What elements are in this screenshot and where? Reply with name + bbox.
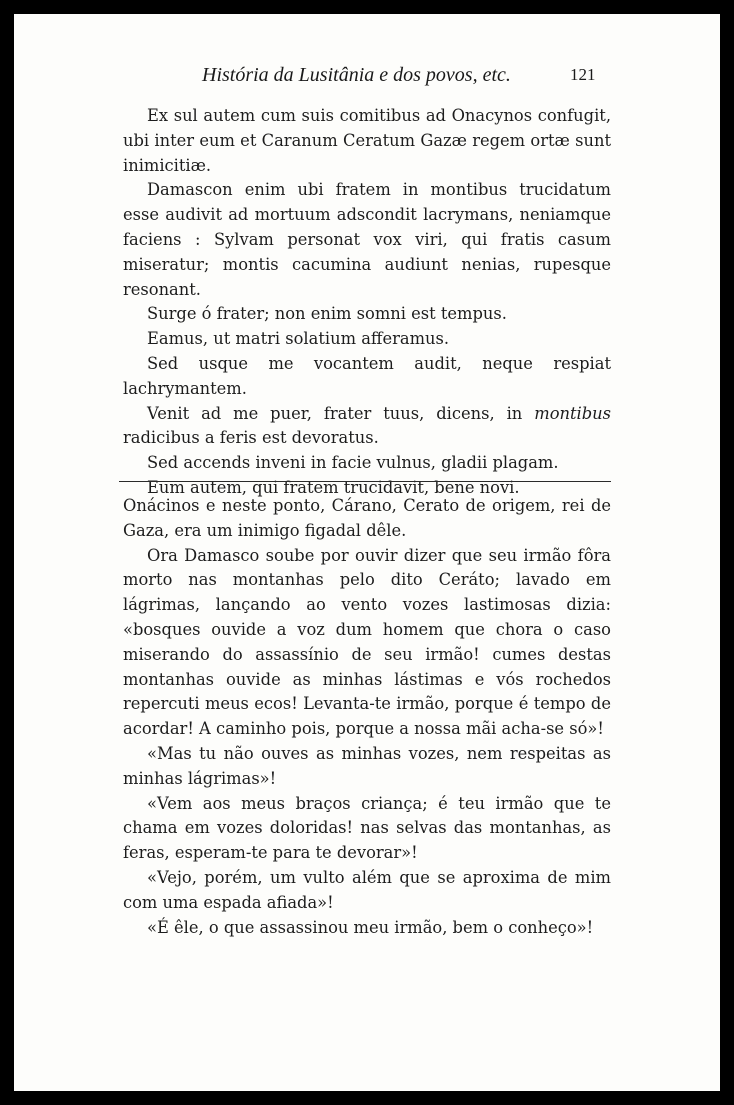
latin-paragraph: Sed accends inveni in facie vulnus, gladii plagam. bbox=[147, 453, 559, 473]
latin-paragraph: Damascon enim ubi fratem in montibus trucidatum esse audivit ad mortuum adscondit lacrymans, neniamque faciens : Sylvam personat vox viri, qui fratis casum miseratur; montis cacumina audiunt nenias, rupesque resonant. bbox=[123, 180, 611, 299]
section-separator-rule bbox=[119, 481, 611, 482]
latin-paragraph-with-italic bbox=[123, 402, 611, 452]
book-page bbox=[14, 14, 720, 1091]
running-title: História da Lusitânia e dos povos, etc. bbox=[202, 64, 511, 86]
portuguese-paragraph: «Vem aos meus braços criança; é teu irmão que te chama em vozes doloridas! nas selvas das montanhas, as feras, esperam-te para te devorar»! bbox=[123, 793, 611, 863]
latin-text-run: Venit ad me puer, frater tuus, dicens, in bbox=[147, 403, 523, 423]
portuguese-paragraph: Ora Damasco soube por ouvir dizer que seu irmão fôra morto nas montanhas pelo dito Ceráto; lavado em lágrimas, lançando ao vento vozes lastimosas dizia: «bosques ouvide a voz dum homem que chora o caso miserando do assassínio de seu irmão! cumes destas montanhas ouvide as minhas lástimas e vós rochedos repercuti meus ecos! Levanta-te irmão, porque é tempo de acordar! A caminho pois, porque a nossa mãi acha-se só»! bbox=[123, 545, 611, 739]
latin-italic-word: montibus bbox=[534, 403, 611, 423]
running-header bbox=[14, 64, 720, 90]
portuguese-paragraph: «É êle, o que assassinou meu irmão, bem o conheço»! bbox=[147, 917, 594, 937]
latin-paragraph: Ex sul autem cum suis comitibus ad Onacynos confugit, ubi inter eum et Caranum Ceratum Gazæ regem ortæ sunt inimicitiæ. bbox=[123, 106, 611, 175]
latin-paragraph: Eamus, ut matri solatium afferamus. bbox=[147, 329, 450, 349]
page-number: 121 bbox=[570, 65, 596, 84]
portuguese-text-block bbox=[123, 494, 611, 940]
portuguese-paragraph: «Mas tu não ouves as minhas vozes, nem respeitas as minhas lágrimas»! bbox=[123, 743, 611, 788]
latin-text-run: radicibus a feris est devoratus. bbox=[123, 428, 379, 448]
latin-paragraph: Surge ó frater; non enim somni est tempus. bbox=[147, 304, 507, 324]
latin-paragraph: Sed usque me vocantem audit, neque respiat lachrymantem. bbox=[123, 353, 611, 398]
portuguese-paragraph: Onácinos e neste ponto, Cárano, Cerato de origem, rei de Gaza, era um inimigo figadal dêle. bbox=[123, 496, 611, 540]
latin-paragraph: Eum autem, qui fratem trucidavit, bene novi. bbox=[147, 477, 520, 497]
latin-text-block bbox=[123, 104, 611, 501]
portuguese-paragraph: «Vejo, porém, um vulto além que se aproxima de mim com uma espada afiada»! bbox=[123, 867, 611, 912]
